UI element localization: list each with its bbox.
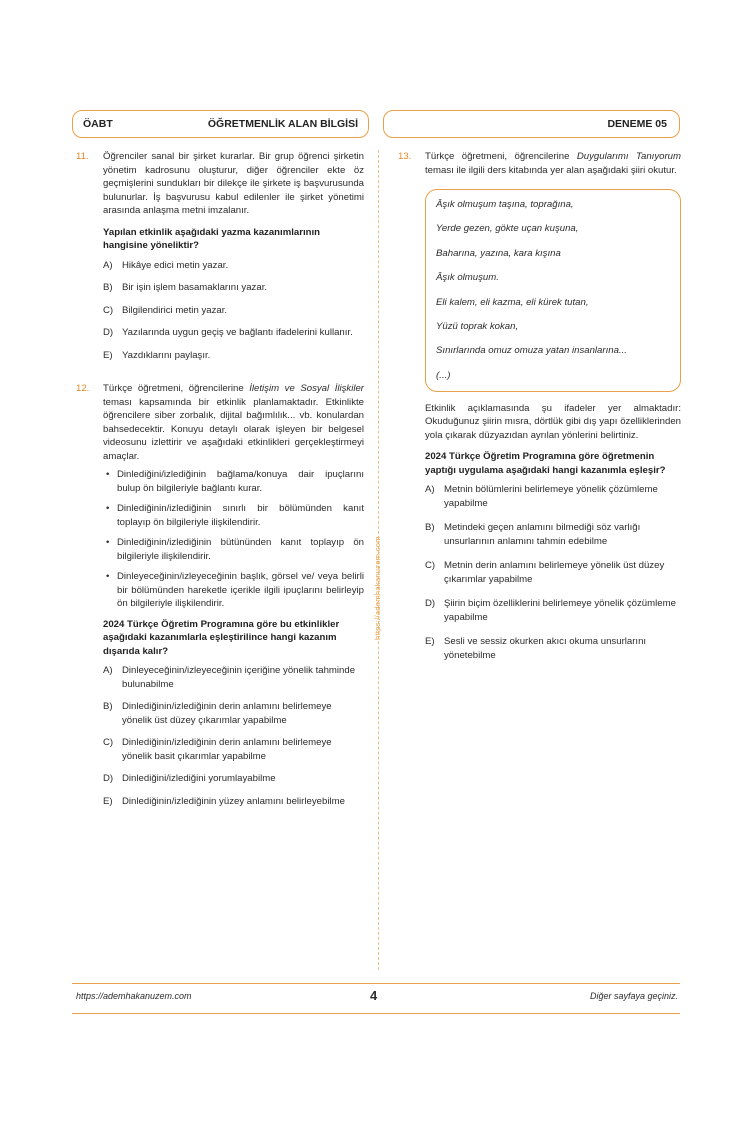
watermark-url: https://ademhakanuzem.com [373, 536, 382, 640]
poem-line: Eli kalem, eli kazma, eli kürek tutan, [436, 296, 589, 308]
footer-url-link[interactable]: https://ademhakanuzem.com [76, 991, 192, 1001]
question-12 [76, 382, 364, 808]
exam-code: ÖABT [83, 118, 113, 130]
header-left-box [72, 110, 369, 138]
next-page-note: Diğer sayfaya geçiniz. [589, 991, 678, 1001]
poem-line: (...) [436, 369, 451, 381]
bullet-icon: • [106, 537, 110, 548]
option-b[interactable]: B) Dinlediğinin/izlediğinin derin anlamını belirlemeye yönelik üst düzey çıkarımlar yapabilme [103, 701, 332, 726]
poem-line: Yüzü toprak kokan, [436, 320, 519, 332]
option-b[interactable]: B) Metindeki geçen anlamını bilmediği söz varlığı unsurlarının anlamını tahmin edebilme [425, 522, 641, 547]
header-right-box [383, 110, 680, 138]
list-item: • Dinlediğinin/izlediğinin bütününden kanıt toplayıp ön bilgileriyle ilişkilendirir. [106, 537, 364, 562]
question-number: 13. [398, 151, 412, 162]
question-number: 12. [76, 383, 90, 394]
question-stem: Öğrenciler sanal bir şirket kurarlar. Bir grup öğrenci şirketin yönetim kadrosunu oluşturur, diğer öğrenciler ekte öz geçmişlerini sundukları bir dilekçe ile şirkete iş başvurusunda bulunurlar. İş başvurusu kabul edilenler ile şirket yönetimi arasında anlaşma metni imzalanır. [103, 151, 364, 216]
left-column [76, 150, 364, 817]
question-number: 11. [76, 151, 89, 162]
bullet-icon: • [106, 571, 110, 582]
list-item: • Dinlediğini/izlediğinin bağlama/konuya dair ipuçlarını bulup ön bilgileriyle bağlantı kurar. [106, 469, 364, 494]
question-stem: Türkçe öğretmeni, öğrencilerine İletişim ve Sosyal İlişkiler teması kapsamında bir etkinlik planlamaktadır. Etkinlikte öğrencilere siber zorbalık, dijital bağımlılık... vb. konulardan bahsedecektir. Konuyu detaylı olarak işleyen bir belgesel videosunu izlettirir ve aşağıdaki etkinlikleri gerçekleştirmeyi amaçlar. [103, 383, 365, 462]
activity-note: Etkinlik açıklamasında şu ifadeler yer almaktadır: Okuduğunuz şiirin mısra, dörtlük gibi dış yapı özelliklerinden yola çıkarak düzyazıdan ayrılan yönlerini belirtiniz. [425, 402, 681, 441]
right-column [398, 150, 681, 673]
answer-options [103, 664, 364, 808]
poem-line: Yerde gezen, gökte uçan kuşuna, [436, 223, 579, 235]
footer-divider-top [72, 983, 680, 984]
option-e[interactable]: E) Sesli ve sessiz okurken akıcı okuma unsurlarını yönetebilme [425, 636, 647, 661]
poem-line: Âşık olmuşum taşına, toprağına, [436, 199, 574, 210]
poem-line: Âşık olmuşum. [436, 272, 499, 284]
option-e[interactable]: E) Yazdıklarını paylaşır. [103, 349, 211, 361]
option-c[interactable]: C) Bilgilendirici metin yazar. [103, 304, 228, 316]
question-11 [76, 150, 364, 362]
option-d[interactable]: D) Yazılarında uygun geçiş ve bağlantı ifadelerini kullanır. [103, 327, 353, 338]
option-a[interactable]: A) Dinleyeceğinin/izleyeceğinin içeriğine yönelik tahminde bulunabilme [103, 665, 356, 690]
list-item: • Dinlediğinin/izlediğinin sınırlı bir bölümünden kanıt toplayıp ön bilgileriyle ilişkilendirir. [106, 503, 364, 528]
answer-options [425, 483, 681, 662]
question-prompt: 2024 Türkçe Öğretim Programına göre öğretmenin yaptığı uygulama aşağıdaki hangi kazanımla eşleşir? [425, 451, 666, 476]
exam-name: DENEME 05 [607, 118, 667, 130]
poem-line: Sınırlarında omuz omuza yatan insanlarına... [436, 345, 627, 357]
question-stem: Türkçe öğretmeni, öğrencilerine Duygularımı Tanıyorum teması ile ilgili ders kitabında yer alan aşağıdaki şiiri okutur. [425, 151, 681, 176]
bullet-icon: • [106, 469, 110, 480]
option-c[interactable]: C) Metnin derin anlamını belirlemeye yönelik üst düzey çıkarımlar yapabilme [425, 560, 665, 585]
question-13-body [398, 402, 681, 663]
option-b[interactable]: B) Bir işin işlem basamaklarını yazar. [103, 282, 268, 293]
option-d[interactable]: D) Dinlediğini/izlediğini yorumlayabilme [103, 773, 276, 784]
footer-divider-bottom [72, 1013, 680, 1014]
question-prompt: Yapılan etkinlik aşağıdaki yazma kazanımlarının hangisine yöneliktir? [103, 226, 321, 251]
option-d[interactable]: D) Şiirin biçim özelliklerini belirlemeye yönelik çözümleme yapabilme [425, 598, 676, 623]
question-13 [398, 150, 681, 177]
option-c[interactable]: C) Dinlediğinin/izlediğinin derin anlamını belirlemeye yönelik basit çıkarımlar yapabilme [103, 737, 332, 762]
list-item: • Dinleyeceğinin/izleyeceğinin başlık, görsel ve/ veya belirli bir bölümünden hareketle içerikle ilgili ipuçlarını belirleyip ön bilgileriyle ilişkilendirir. [106, 571, 364, 609]
answer-options [103, 259, 364, 363]
bullet-icon: • [106, 503, 110, 514]
option-e[interactable]: E) Dinlediğinin/izlediğinin yüzey anlamını belirleyebilme [103, 795, 345, 807]
exam-section-title: ÖĞRETMENLİK ALAN BİLGİSİ [207, 118, 358, 130]
poem-box [425, 189, 681, 392]
activity-list [103, 468, 364, 611]
question-prompt: 2024 Türkçe Öğretim Programına göre bu etkinlikler aşağıdaki kazanımlarla eşleştirilince hangi kazanım dışarıda kalır? [103, 618, 340, 657]
option-a[interactable]: A) Hikâye edici metin yazar. [103, 259, 229, 271]
page-number: 4 [370, 988, 378, 1003]
poem-line: Baharına, yazına, kara kışına [436, 247, 561, 259]
option-a[interactable]: A) Metnin bölümlerini belirlemeye yönelik çözümleme yapabilme [425, 484, 658, 509]
